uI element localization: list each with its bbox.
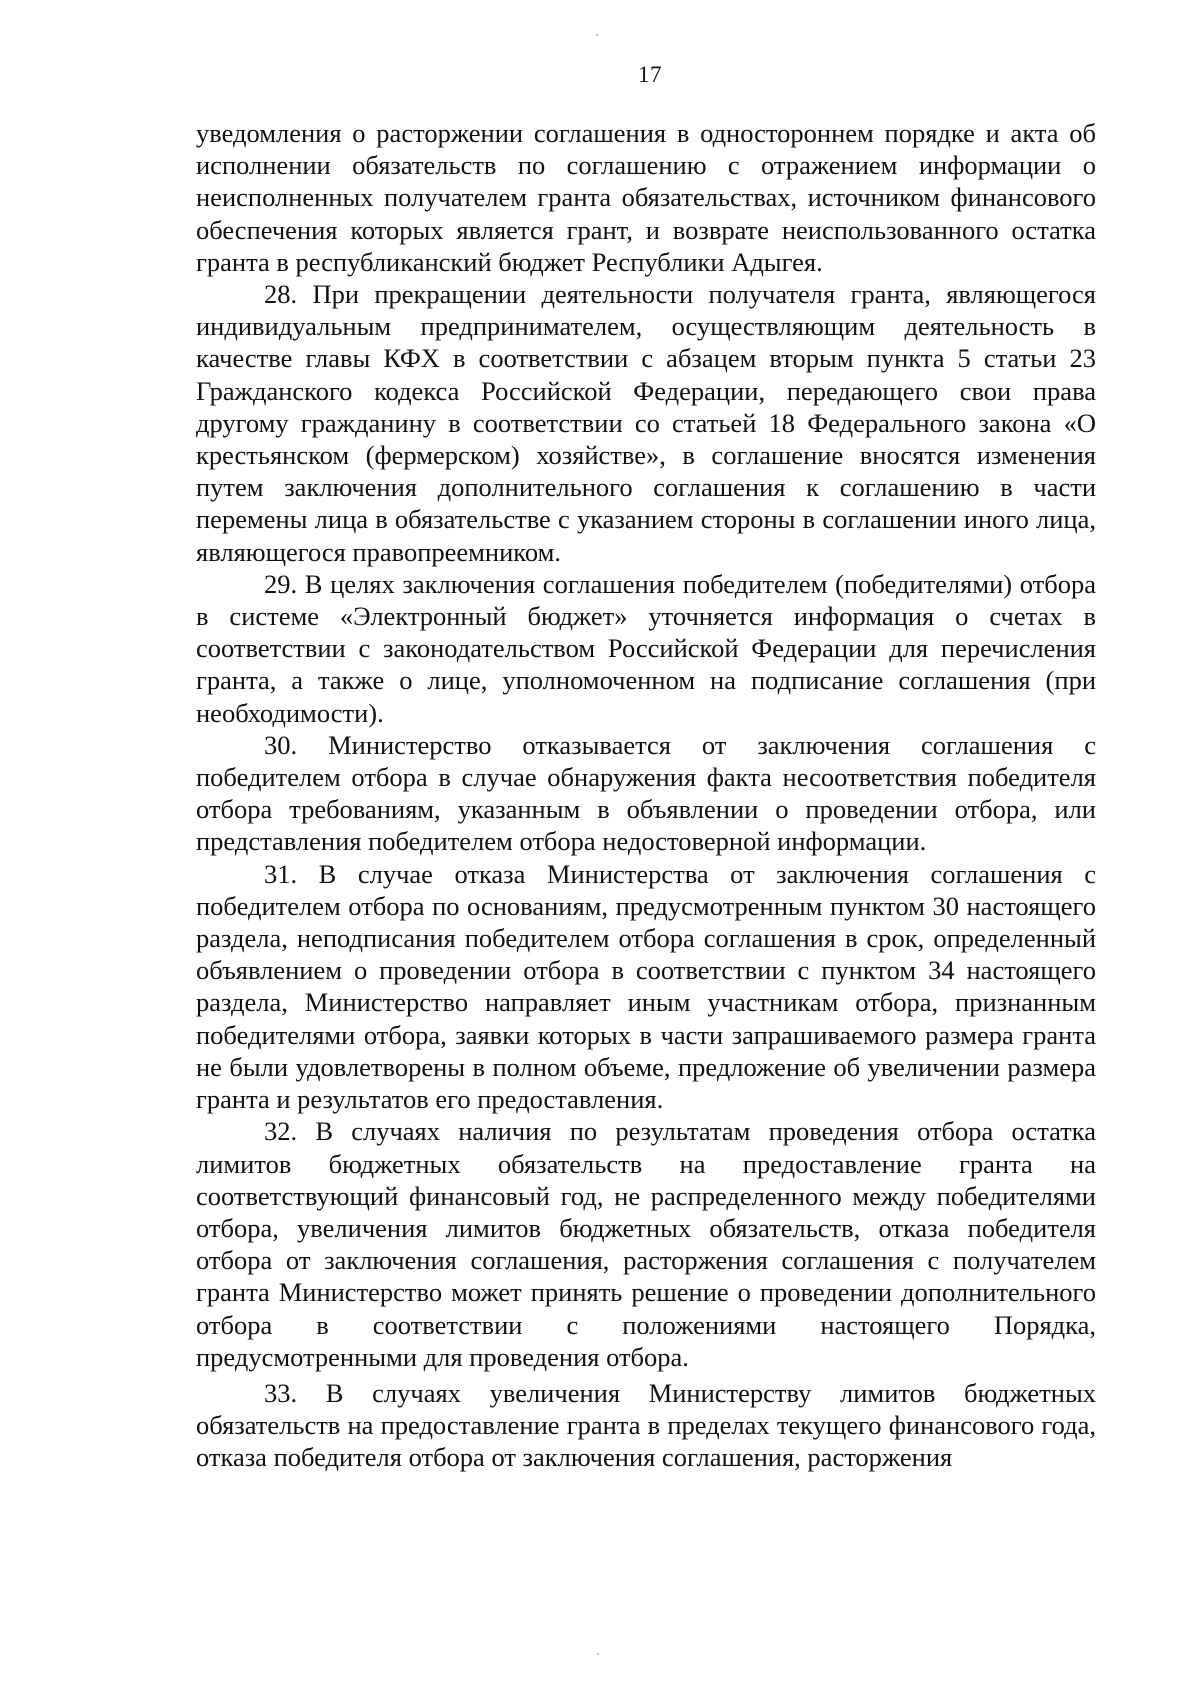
paragraph-continuation: уведомления о расторжении соглашения в одностороннем порядке и акта об исполнении обязательств по соглашению с отражением информации о неисполненных получателем гранта обязательствах, источником финансового обеспечения которых является грант, и возврате неиспользованного остатка гранта в республиканский бюджет Республики Адыгея. xyxy=(196,118,1096,277)
scan-speck xyxy=(596,34,598,36)
paragraph-item-28: 28. При прекращении деятельности получателя гранта, являющегося индивидуальным предпринимателем, осуществляющим деятельность в качестве главы КФХ в соответствии с абзацем вторым пункта 5 статьи 23 Гражданского кодекса Российской Федерации, передающего свои права другому гражданину в соответствии со статьей 18 Федерального закона «О крестьянском (фермерском) хозяйстве», в соглашение вносятся изменения путем заключения дополнительного соглашения к соглашению в части перемены лица в обязательстве с указанием стороны в соглашении иного лица, являющегося правопреемником. xyxy=(196,279,1096,567)
document-body xyxy=(196,117,1096,1474)
paragraph-item-29: 29. В целях заключения соглашения победителем (победителями) отбора в системе «Электронный бюджет» уточняется информация о счетах в соответствии с законодательством Российской Федерации для перечисления гранта, а также о лице, уполномоченном на подписание соглашения (при необходимости). xyxy=(196,568,1096,728)
page-number: 17 xyxy=(638,62,662,87)
paragraph-item-33: 33. В случаях увеличения Министерству лимитов бюджетных обязательств на предоставление гранта в пределах текущего финансового года, отказа победителя отбора от заключения соглашения, расторжения xyxy=(196,1377,1096,1473)
scan-speck xyxy=(597,1653,599,1655)
paragraph-item-32: 32. В случаях наличия по результатам проведения отбора остатка лимитов бюджетных обязательств на предоставление гранта на соответствующий финансовый год, не распределенного между победителями отбора, увеличения лимитов бюджетных обязательств, отказа победителя отбора от заключения соглашения, расторжения соглашения с получателем гранта Министерство может принять решение о проведении дополнительного отбора в соответствии с положениями настоящего Порядка, предусмотренными для проведения отбора. xyxy=(196,1116,1096,1372)
paragraph-item-31: 31. В случае отказа Министерства от заключения соглашения с победителем отбора по основаниям, предусмотренным пунктом 30 настоящего раздела, неподписания победителем отбора соглашения в срок, определенный объявлением о проведении отбора в соответствии с пунктом 34 настоящего раздела, Министерство направляет иным участникам отбора, признанным победителями отбора, заявки которых в части запрашиваемого размера гранта не были удовлетворены в полном объеме, предложение об увеличении размера гранта и результатов его предоставления. xyxy=(196,858,1096,1115)
paragraph-item-30: 30. Министерство отказывается от заключения соглашения с победителем отбора в случае обнаружения факта несоответствия победителя отбора требованиям, указанным в объявлении о проведении отбора, или представления победителем отбора недостоверной информации. xyxy=(196,729,1096,857)
